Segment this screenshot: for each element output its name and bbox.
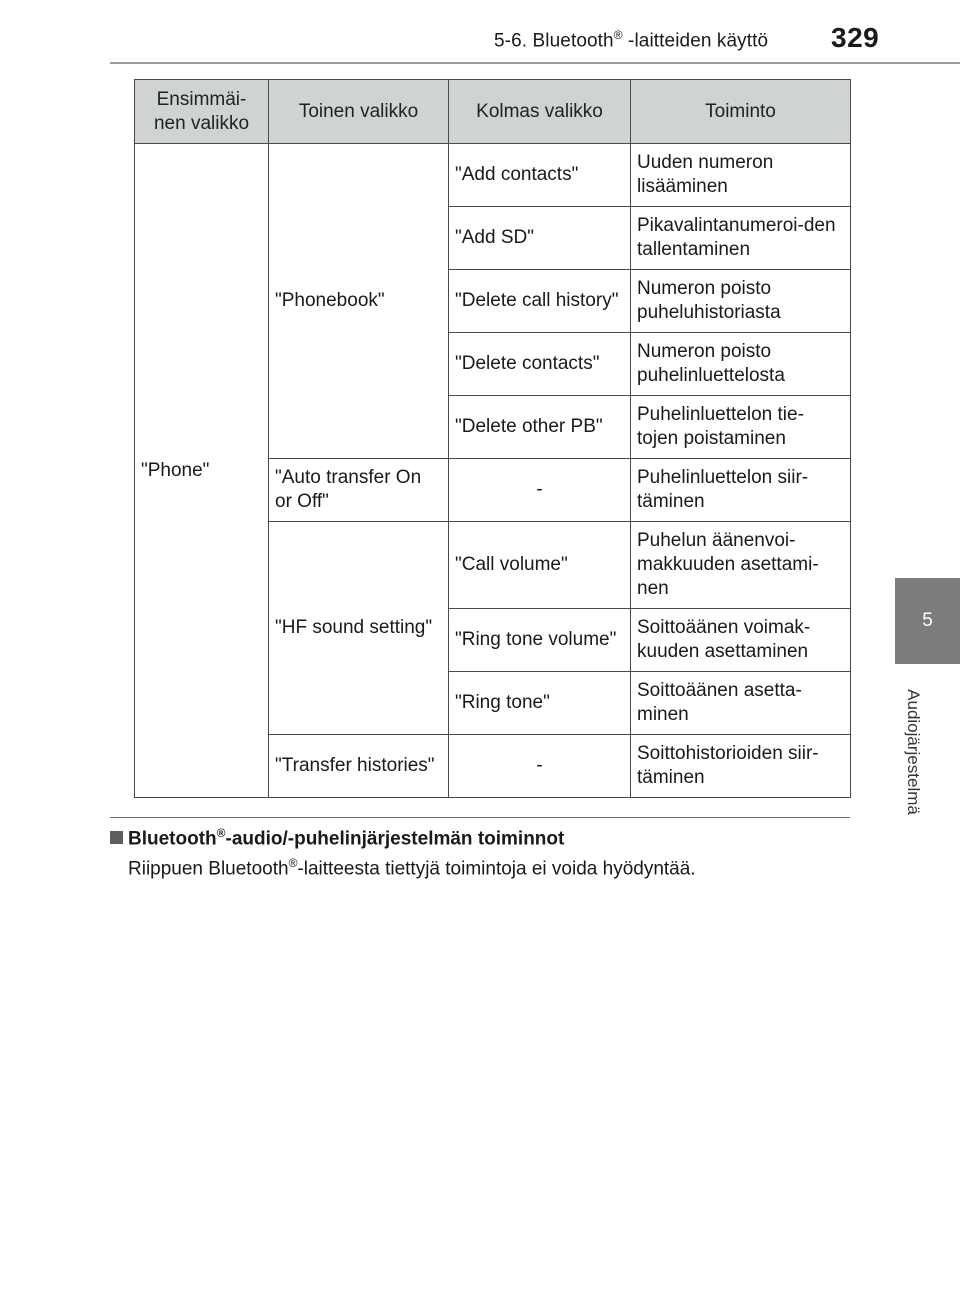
- second-menu-cell: "Auto transfer On or Off": [269, 459, 449, 522]
- section-title: 5-6. Bluetooth® -laitteiden käyttö: [494, 28, 769, 52]
- third-menu-cell: -: [449, 459, 631, 522]
- function-cell: Soittoäänen asetta-minen: [631, 672, 851, 735]
- function-cell: Numeron poisto puheluhistoriasta: [631, 270, 851, 333]
- function-cell: Puhelinluettelon tie-tojen poistaminen: [631, 396, 851, 459]
- function-cell: Soittoäänen voimak-kuuden asettaminen: [631, 609, 851, 672]
- registered-mark: ®: [288, 856, 298, 870]
- section-heading: Bluetooth®-audio/-puhelinjärjestelmän toiminnot: [110, 826, 564, 850]
- header-first-menu: Ensimmäi-nen valikko: [135, 80, 269, 144]
- third-menu-cell: "Delete other PB": [449, 396, 631, 459]
- function-cell: Puhelinluettelon siir-täminen: [631, 459, 851, 522]
- table-row: [135, 144, 851, 207]
- section-divider: [110, 817, 850, 818]
- third-menu-cell: "Delete call history": [449, 270, 631, 333]
- function-cell: Numeron poisto puhelinluettelosta: [631, 333, 851, 396]
- function-cell: Puhelun äänenvoi-makkuuden asettami-nen: [631, 522, 851, 609]
- first-menu-cell: "Phone": [135, 144, 269, 798]
- third-menu-cell: "Add contacts": [449, 144, 631, 207]
- function-cell: Pikavalintanumeroi-den tallentaminen: [631, 207, 851, 270]
- function-cell: Uuden numeron lisääminen: [631, 144, 851, 207]
- second-menu-cell: "Phonebook": [269, 144, 449, 459]
- registered-mark: ®: [613, 28, 623, 42]
- header-second-menu: Toinen valikko: [269, 80, 449, 144]
- function-cell: Soittohistorioiden siir-täminen: [631, 735, 851, 798]
- page-number: 329: [831, 22, 880, 53]
- registered-mark: ®: [216, 826, 226, 840]
- third-menu-cell: "Ring tone volume": [449, 609, 631, 672]
- third-menu-cell: "Add SD": [449, 207, 631, 270]
- header-function: Toiminto: [631, 80, 851, 144]
- third-menu-cell: "Ring tone": [449, 672, 631, 735]
- section-body-text: Riippuen Bluetooth®-laitteesta tiettyjä toimintoja ei voida hyödyntää.: [128, 856, 696, 880]
- third-menu-cell: "Delete contacts": [449, 333, 631, 396]
- square-bullet-icon: [110, 831, 123, 844]
- third-menu-cell: "Call volume": [449, 522, 631, 609]
- header-divider: [110, 62, 960, 64]
- table-header-row: [135, 80, 851, 144]
- chapter-tab: 5: [895, 578, 960, 664]
- chapter-label: Audiojärjestelmä: [904, 689, 923, 815]
- second-menu-cell: "Transfer histories": [269, 735, 449, 798]
- header-third-menu: Kolmas valikko: [449, 80, 631, 144]
- second-menu-cell: "HF sound setting": [269, 522, 449, 735]
- menu-table: [134, 79, 851, 798]
- third-menu-cell: -: [449, 735, 631, 798]
